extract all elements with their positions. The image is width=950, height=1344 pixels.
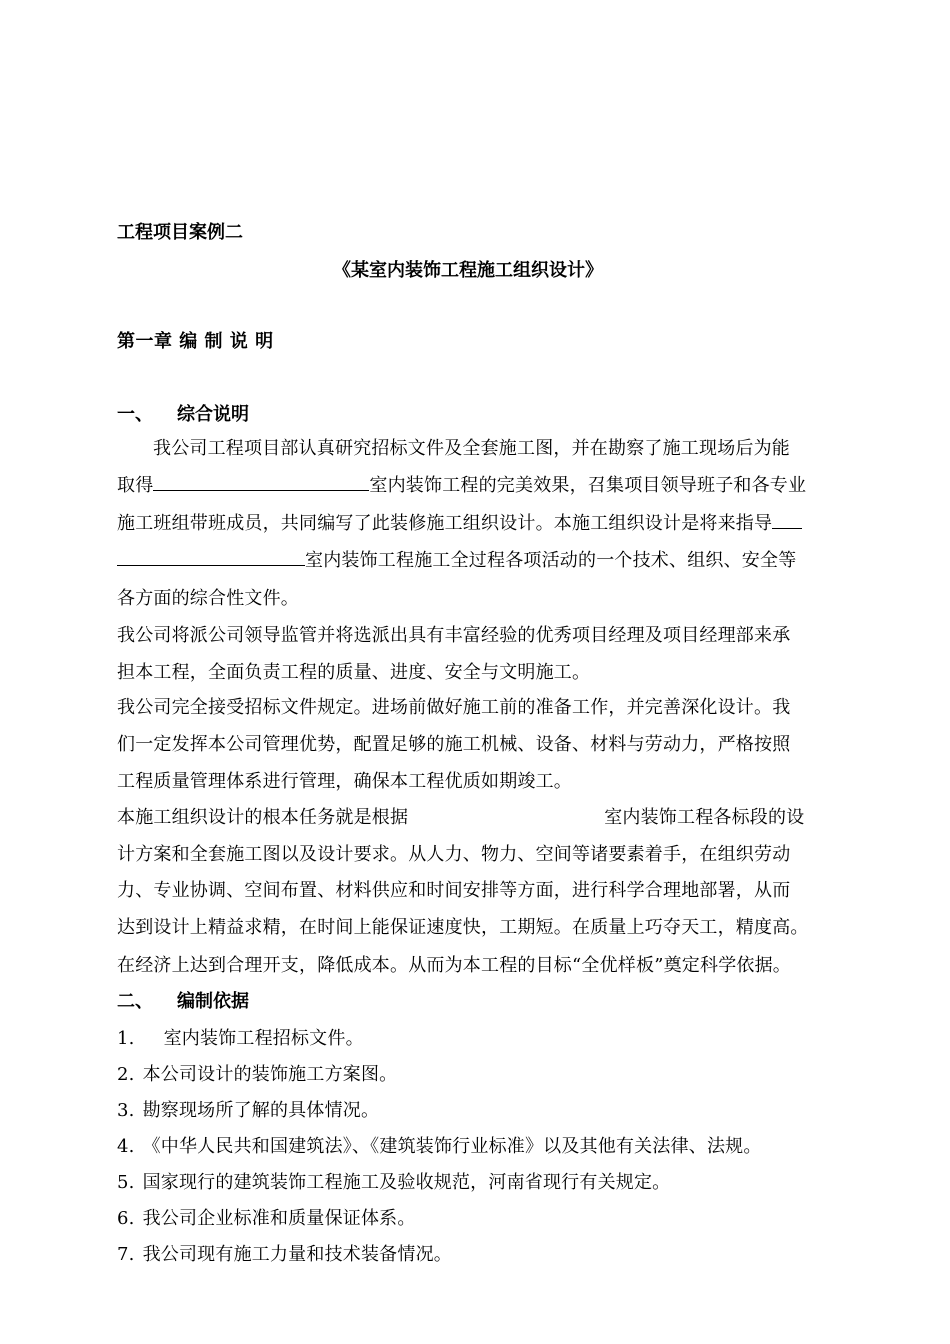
para1-line3 xyxy=(117,509,802,535)
fill-in-blank xyxy=(772,512,802,529)
basis-item-text: 我公司企业标准和质量保证体系。 xyxy=(142,1208,416,1229)
section-2-title: 编制依据 xyxy=(177,991,249,1012)
fill-in-blank xyxy=(117,549,305,566)
para2-line2: 担本工程，全面负责工程的质量、进度、安全与文明施工。 xyxy=(117,662,591,683)
para4-line3: 力、专业协调、空间布置、材料供应和时间安排等方面，进行科学合理地部署，从而 xyxy=(117,880,791,901)
basis-item-number: 7. xyxy=(117,1244,135,1265)
basis-item-6 xyxy=(117,1204,416,1230)
basis-item-text: 我公司现有施工力量和技术装备情况。 xyxy=(142,1244,452,1265)
para4-line1 xyxy=(117,803,804,829)
para4-line4: 达到设计上精益求精，在时间上能保证速度快，工期短。在质量上巧夺天工，精度高。 xyxy=(117,917,809,938)
basis-item-text: 本公司设计的装饰施工方案图。 xyxy=(142,1064,398,1085)
para1-line2-end: 室内装饰工程的完美效果，召集项目领导班子和各专业 xyxy=(369,475,807,496)
basis-item-text: 《中华人民共和国建筑法》、《建筑装饰行业标准》以及其他有关法律、法规。 xyxy=(142,1136,762,1157)
para1-line4-text: 室内装饰工程施工全过程各项活动的一个技术、组织、安全等 xyxy=(305,550,797,571)
fill-in-blank xyxy=(153,474,369,491)
basis-item-number: 5. xyxy=(117,1172,135,1193)
basis-item-2 xyxy=(117,1060,397,1086)
basis-item-text: 室内装饰工程招标文件。 xyxy=(163,1028,364,1049)
basis-item-7 xyxy=(117,1240,452,1266)
section-1-heading xyxy=(117,400,249,426)
section-2-number: 二、 xyxy=(117,991,153,1012)
para4-line5: 在经济上达到合理开支，降低成本。从而为本工程的目标“全优样板”奠定科学依据。 xyxy=(117,955,792,976)
para3-line3: 工程质量管理体系进行管理，确保本工程优质如期竣工。 xyxy=(117,771,572,792)
basis-item-text: 国家现行的建筑装饰工程施工及验收规范，河南省现行有关规定。 xyxy=(142,1172,671,1193)
section-1-number: 一、 xyxy=(117,404,153,425)
para3-line2: 们一定发挥本公司管理优势，配置足够的施工机械、设备、材料与劳动力，严格按照 xyxy=(117,734,791,755)
document-title: 《某室内装饰工程施工组织设计》 xyxy=(333,260,603,281)
basis-item-number: 2. xyxy=(117,1064,135,1085)
para1-line2 xyxy=(117,471,806,497)
para1-line5: 各方面的综合性文件。 xyxy=(117,588,299,609)
basis-item-number: 1. xyxy=(117,1028,135,1049)
basis-item-3 xyxy=(117,1096,379,1122)
chapter-heading: 第一章 编 制 说 明 xyxy=(117,331,274,352)
para1-line2-start: 取得 xyxy=(117,475,154,496)
basis-item-1 xyxy=(117,1024,364,1050)
basis-item-number: 4. xyxy=(117,1136,135,1157)
section-1-title: 综合说明 xyxy=(177,404,249,425)
basis-item-5 xyxy=(117,1168,670,1194)
basis-item-number: 6. xyxy=(117,1208,135,1229)
para1-line1: 我公司工程项目部认真研究招标文件及全套施工图，并在勘察了施工现场后为能 xyxy=(153,438,790,459)
section-2-heading xyxy=(117,987,249,1013)
para2-line1: 我公司将派公司领导监管并将选派出具有丰富经验的优秀项目经理及项目经理部来承 xyxy=(117,625,791,646)
para4-line1-end: 室内装饰工程各标段的设 xyxy=(604,807,805,828)
para3-line1: 我公司完全接受招标文件规定。进场前做好施工前的准备工作，并完善深化设计。我 xyxy=(117,697,791,718)
para1-line3-text: 施工班组带班成员，共同编写了此装修施工组织设计。本施工组织设计是将来指导 xyxy=(117,513,773,534)
para1-line4 xyxy=(117,546,796,572)
para4-line2: 计方案和全套施工图以及设计要求。从人力、物力、空间等诸要素着手，在组织劳动 xyxy=(117,844,791,865)
basis-item-text: 勘察现场所了解的具体情况。 xyxy=(142,1100,380,1121)
basis-item-4 xyxy=(117,1132,762,1158)
para4-line1-start: 本施工组织设计的根本任务就是根据 xyxy=(117,807,409,828)
basis-item-number: 3. xyxy=(117,1100,135,1121)
case-label: 工程项目案例二 xyxy=(117,222,243,243)
